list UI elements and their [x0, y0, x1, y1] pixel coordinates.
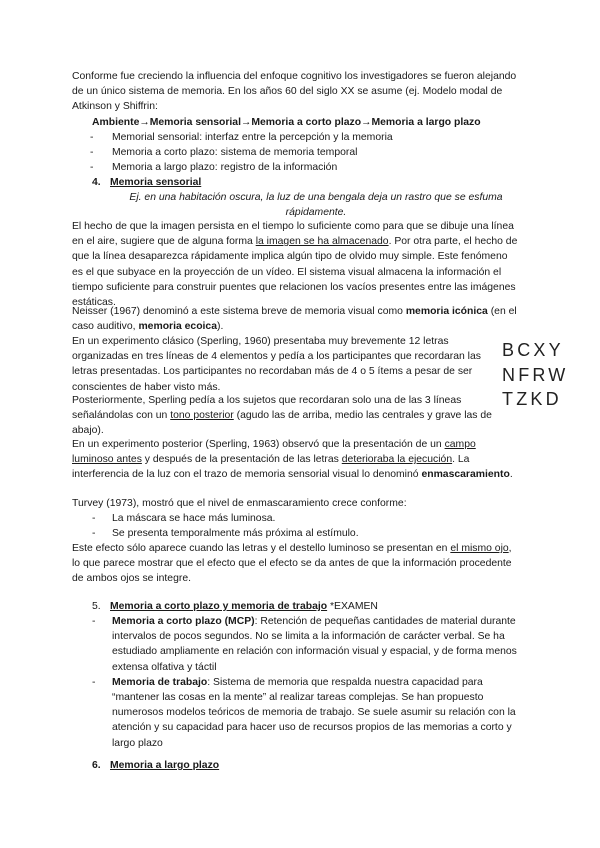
section-number: 5. [92, 601, 101, 612]
bold-term: Memoria a corto plazo (MCP) [112, 616, 255, 627]
text-run: (agudo las de arriba, medio las centrales y grave las de abajo). [72, 410, 492, 437]
list-item: - La máscara se hace más luminosa. [92, 511, 512, 526]
underlined-text: el mismo ojo [450, 543, 509, 554]
short-term-memory-list [92, 614, 532, 751]
text-run: . Por otra parte, el hecho de que la línea desaparezca rápidamente implica algún tipo de olvido muy simple. Este fenómeno es el que subyace en la proyección de un vídeo. El sistema visual almacena la información el tiempo suficiente para construir puentes que relacionen los vacíos presentes entre las imágenes estáticas. [72, 236, 518, 309]
text-run: (en el caso auditivo, [72, 306, 517, 333]
text-run: Posteriormente, Sperling pedía a los sujetos que recordaran solo una de las 3 líneas señalándolas con un [72, 395, 462, 422]
section-heading-4 [92, 175, 201, 190]
section-title: Memoria a corto plazo y memoria de trabajo [110, 601, 328, 612]
bold-term: enmascaramiento [421, 469, 510, 481]
example-text: Ej. en una habitación oscura, la luz de una bengala deja un rastro que se esfuma rápidamente. [129, 192, 503, 219]
masking-conditions-list [92, 511, 512, 541]
list-item: - Memorial sensorial: interfaz entre la percepción y la memoria [90, 130, 510, 145]
bold-term: memoria ecoica [138, 321, 217, 333]
list-item: - Memoria a corto plazo: sistema de memoria temporal [90, 145, 510, 160]
letter-row: TZKD [502, 389, 562, 409]
text-run: Este efecto sólo aparece cuando las letras y el destello luminoso se presentan en [72, 543, 448, 554]
text-run: Neisser (1967) denominó a este sistema breve de memoria visual como [72, 306, 403, 317]
paragraph-sperling-1963 [72, 437, 520, 483]
bold-term: memoria icónica [405, 306, 488, 317]
paragraph-sperling-tone [72, 393, 492, 439]
paragraph-sperling-1960: En un experimento clásico (Sperling, 1960) presentaba muy brevemente 12 letras organizadas en tres líneas de 4 elementos y pedía a los participantes que recordaran las letras presentadas. Los participantes no recordaban más de 4 o 5 ítems a pesar de ser conscientes de haber visto más. [72, 336, 481, 393]
list-item: - Se presenta temporalmente más próxima al estímulo. [92, 526, 512, 541]
section-heading-5 [92, 599, 378, 614]
paragraph-turvey: Turvey (1973), mostró que el nivel de enmascaramiento crece conforme: [72, 498, 407, 509]
list-item: - Memoria a largo plazo: registro de la información [90, 160, 510, 175]
memory-stores-list [90, 130, 510, 176]
section-number: 4. [92, 177, 101, 188]
text-run: En un experimento posterior (Sperling, 1963) observó que la presentación de un [72, 439, 442, 450]
text-run: , lo que parece mostrar que el efecto que el efecto se da antes de que la información procedente de ambos ojos se integre. [72, 543, 512, 585]
exam-note: *EXAMEN [330, 601, 378, 612]
intro-paragraph: Conforme fue creciendo la influencia del enfoque cognitivo los investigadores se fueron alejando de un único sistema de memoria. En los años 60 del siglo XX se asume (ej. Modelo modal de Atkinson y Shiffrin: [72, 71, 517, 113]
underlined-text: deterioraba la ejecución [341, 454, 453, 466]
underlined-text: tono posterior [170, 410, 234, 422]
section-number: 6. [92, 760, 101, 771]
text-run: . [509, 469, 513, 481]
text-run: El hecho de que la imagen persista en el tiempo lo suficiente como para que se dibuje una línea en el aire, sugiere que de alguna forma [72, 221, 514, 248]
sperling-letter-grid [502, 338, 592, 412]
paragraph-neisser [72, 304, 520, 334]
text-run: : Sistema de memoria que respalda nuestra capacidad para “mantener las cosas en la mente” al realizar tareas complejas. Se han propuesto numerosos modelos teóricos de memoria de trabajo. Se suele asumir su relación con la atención y su capacidad para hacer uso de recursos propios de las memorias a corto y largo plazo [112, 676, 516, 749]
section-title: Memoria a largo plazo [110, 760, 220, 771]
memory-model-chain: Ambiente→Memoria sensorial→Memoria a corto plazo→Memoria a largo plazo [92, 117, 481, 128]
underlined-text: campo luminoso antes [72, 439, 476, 466]
text-run: : Retención de pequeñas cantidades de material durante intervalos de pocos segundos. No se limita a la información de carácter verbal. Se ha estudiado ampliamente en relación con información visual y espacial, y de forma menos extensa olfativa y táctil [112, 616, 517, 673]
letter-row: BCXY [502, 340, 564, 360]
text-run: ). [217, 321, 224, 333]
letter-row: NFRW [502, 364, 569, 385]
underlined-text: la imagen se ha almacenado [255, 236, 389, 248]
section-heading-6 [92, 758, 219, 773]
list-item [92, 675, 532, 751]
text-run: y después de la presentación de las letras [144, 454, 339, 466]
paragraph-persistence [72, 219, 520, 310]
section-title: Memoria sensorial [110, 177, 202, 188]
paragraph-same-eye [72, 541, 520, 587]
text-run: . La interferencia de la luz con el trazo de memoria sensorial visual lo denominó [72, 454, 470, 481]
bold-term: Memoria de trabajo [112, 676, 208, 688]
list-item [92, 614, 532, 675]
